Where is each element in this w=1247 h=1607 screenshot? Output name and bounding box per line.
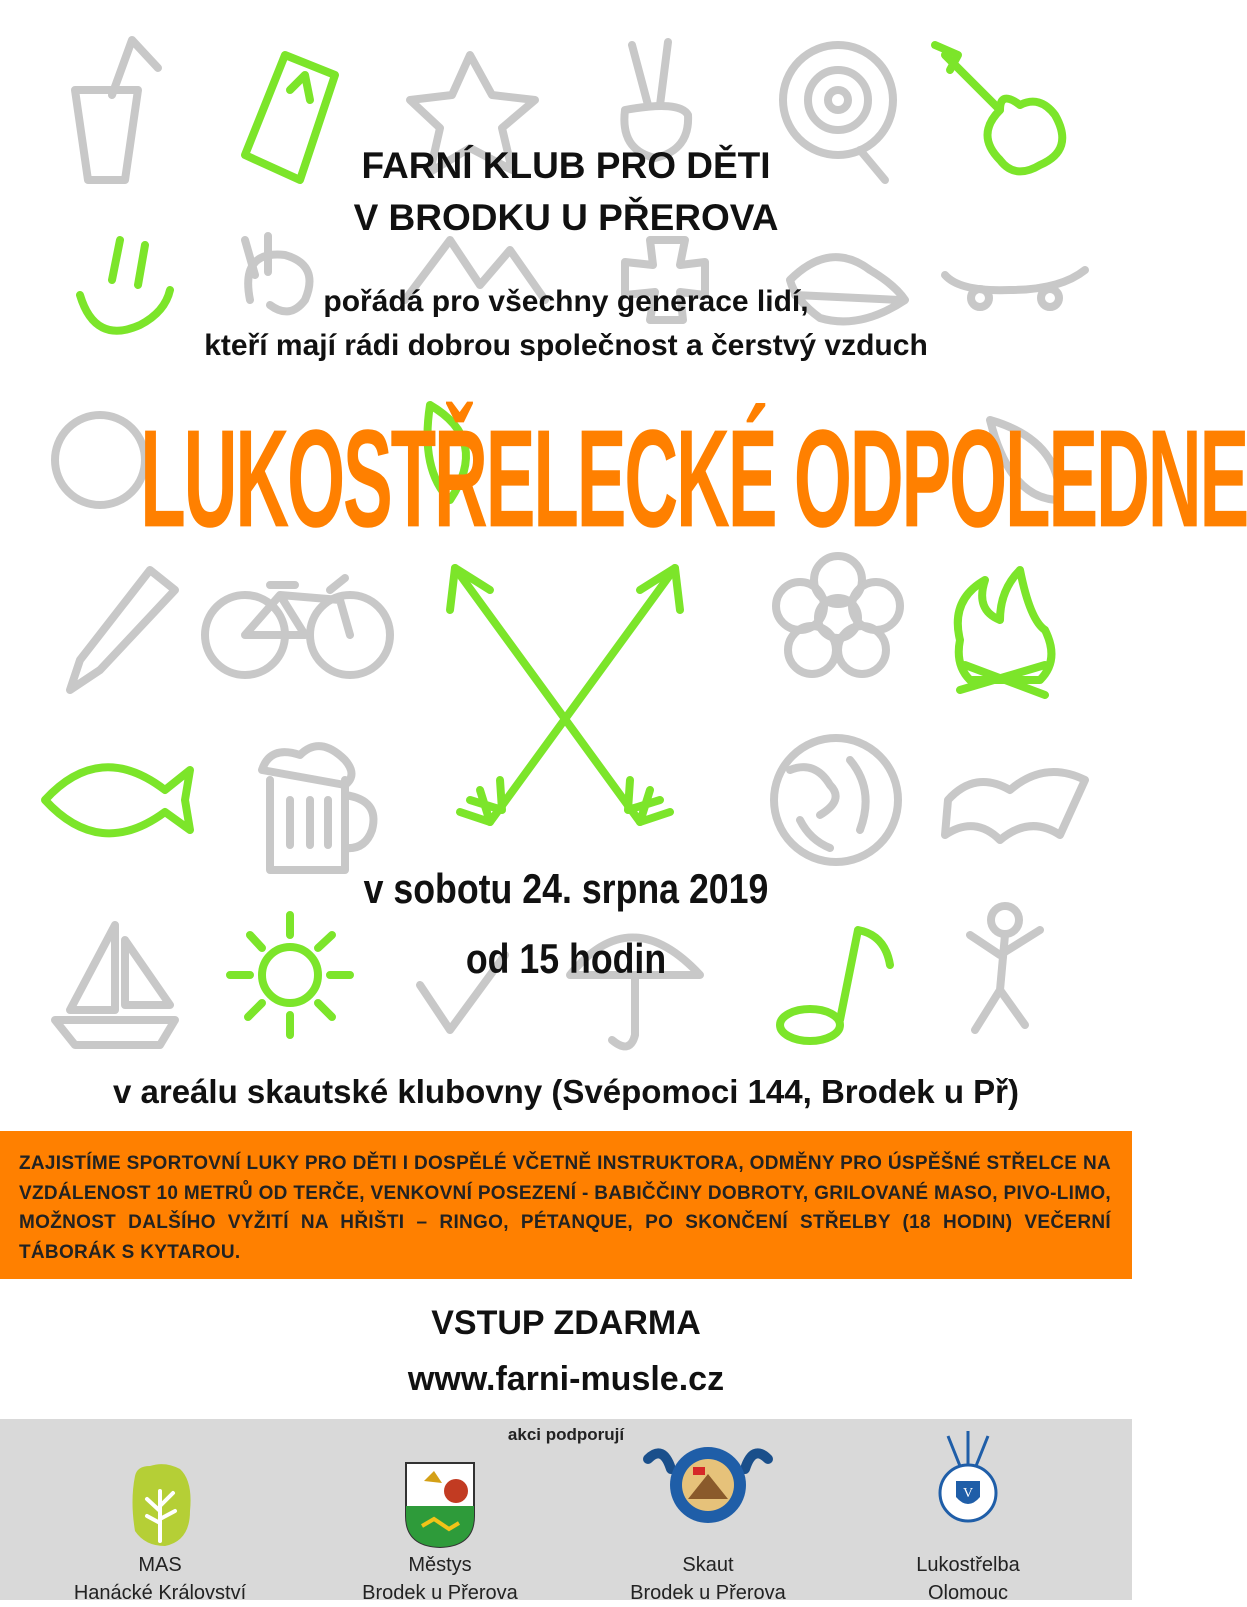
support-label: akci podporují bbox=[507, 1425, 625, 1444]
entry-free-label: VSTUP ZDARMA bbox=[431, 1304, 701, 1342]
coat-of-arms-icon bbox=[404, 1461, 476, 1554]
info-band bbox=[0, 1131, 1132, 1279]
fish-icon bbox=[45, 767, 190, 833]
info-text: ZAJISTÍME SPORTOVNÍ LUKY PRO DĚTI I DOSPĚLÉ VČETNĚ INSTRUKTORA, ODMĚNY PRO ÚSPĚŠNÉ STŘELCE NA VZDÁLENOST 10 METRŮ OD TERČE, VENKOVNÍ POSEZENÍ - BABIČČINY DOBROTY, GRILOVANÉ MASO, PIVO-LIMO, MOŽNOST DALŠÍHO VYŽITÍ NA HŘIŠTI – RINGO, PÉTANQUE, PO SKONČENÍ STŘELBY (18 HODIN) VEČERNÍ TÁBORÁK S KYTAROU. bbox=[19, 1153, 1111, 1263]
event-time: od 15 hodin bbox=[465, 935, 667, 982]
sponsor-mas-line1: MAS bbox=[138, 1554, 182, 1576]
fire-icon bbox=[958, 570, 1052, 695]
event-date: v sobotu 24. srpna 2019 bbox=[363, 865, 769, 912]
sponsor-mestys-line1: Městys bbox=[408, 1554, 472, 1576]
subtitle-line-1: pořádá pro všechny generace lidí, bbox=[323, 285, 809, 318]
archery-club-logo-icon bbox=[928, 1431, 1008, 1532]
website-link[interactable]: www.farni-musle.cz bbox=[407, 1360, 725, 1398]
subtitle-line-2: kteří mají rádi dobrou společnost a čerstvý vzduch bbox=[204, 329, 928, 362]
svg-text:V: V bbox=[962, 1486, 974, 1501]
organizer-line-2: V BRODKU U PŘEROVA bbox=[353, 197, 779, 238]
beer-mug-icon bbox=[262, 746, 373, 870]
sponsors-footer bbox=[0, 1419, 1132, 1604]
event-venue: v areálu skautské klubovny (Svépomoci 144, Brodek u Př) bbox=[112, 1073, 1020, 1110]
event-title: LUKOSTŘELECKÉ ODPOLEDNE bbox=[140, 401, 1247, 557]
oak-leaf-logo-icon bbox=[125, 1461, 195, 1556]
sponsor-lukostrelba-line1: Lukostřelba bbox=[916, 1554, 1020, 1576]
scout-badge-icon bbox=[643, 1439, 773, 1530]
ghost-circle-icon bbox=[55, 415, 145, 505]
sponsor-skaut-line2: Brodek u Přerova bbox=[630, 1582, 786, 1604]
sponsor-skaut-line1: Skaut bbox=[682, 1554, 734, 1576]
bicycle-icon bbox=[205, 578, 390, 675]
sponsor-lukostrelba-line2: Olomouc bbox=[927, 1582, 1009, 1604]
sponsor-mas-line2: Hanácké Království bbox=[73, 1582, 247, 1604]
book-icon bbox=[945, 772, 1085, 840]
organizer-line-1: FARNÍ KLUB PRO DĚTI bbox=[361, 145, 771, 186]
globe-icon bbox=[774, 738, 898, 862]
crossed-arrows-icon bbox=[450, 568, 680, 822]
sponsor-mestys-line2: Brodek u Přerova bbox=[362, 1582, 518, 1604]
